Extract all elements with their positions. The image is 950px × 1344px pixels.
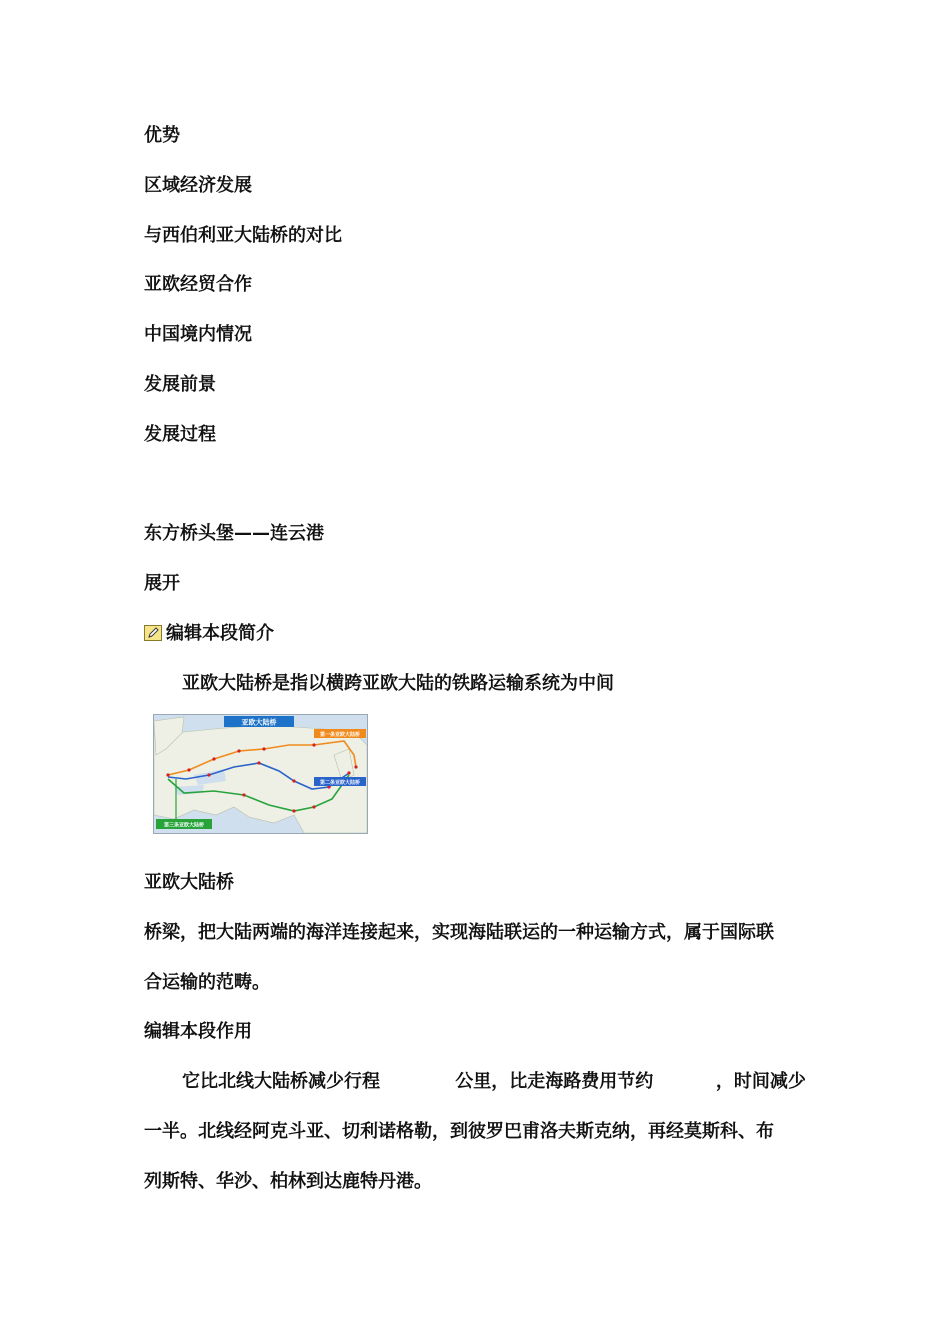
legend-third-label: 第三条亚欧大陆桥 [163,822,205,829]
edit-pencil-icon[interactable] [144,625,162,641]
legend-second-label: 第二条亚欧大陆桥 [319,780,361,786]
eurasia-land-bridge-map [153,714,368,834]
toc-item-china-domestic[interactable]: 中国境内情况 [144,324,252,345]
toc-item-eurasia-trade[interactable]: 亚欧经贸合作 [144,274,252,295]
legend-first-label: 第一条亚欧大陆桥 [319,732,361,738]
map-svg [154,715,367,833]
paragraph-1-line-2: 合运输的范畴。 [144,972,270,993]
paragraph-2-line-3: 列斯特、华沙、柏林到达鹿特丹港。 [144,1171,432,1192]
paragraph-2-line-1: 它比北线大陆桥减少行程 公里，比走海路费用节约 ，时间减少 [182,1071,806,1092]
edit-intro-label: 编辑本段简介 [166,623,274,644]
image-caption: 亚欧大陆桥 [144,872,234,893]
intro-line: 亚欧大陆桥是指以横跨亚欧大陆的铁路运输系统为中间 [182,673,614,694]
expand-link[interactable]: 展开 [144,573,180,594]
map-title: 亚欧大陆桥 [241,718,277,727]
paragraph-2-line-2: 一半。北线经阿克斗亚、切利诺格勒，到彼罗巴甫洛夫斯克纳，再经莫斯科、布 [144,1121,774,1142]
toc-item-siberia-comparison[interactable]: 与西伯利亚大陆桥的对比 [144,225,342,246]
paragraph-1-line-1: 桥梁，把大陆两端的海洋连接起来，实现海陆联运的一种运输方式，属于国际联 [144,922,774,943]
toc-item-prospects[interactable]: 发展前景 [144,374,216,395]
toc-item-advantages[interactable]: 优势 [144,125,180,146]
toc-item-history[interactable]: 发展过程 [144,424,216,445]
edit-function-link[interactable]: 编辑本段作用 [144,1021,252,1042]
toc-item-regional-economy[interactable]: 区域经济发展 [144,175,252,196]
section-heading: 东方桥头堡——连云港 [144,523,324,544]
edit-intro-link[interactable] [144,622,274,646]
